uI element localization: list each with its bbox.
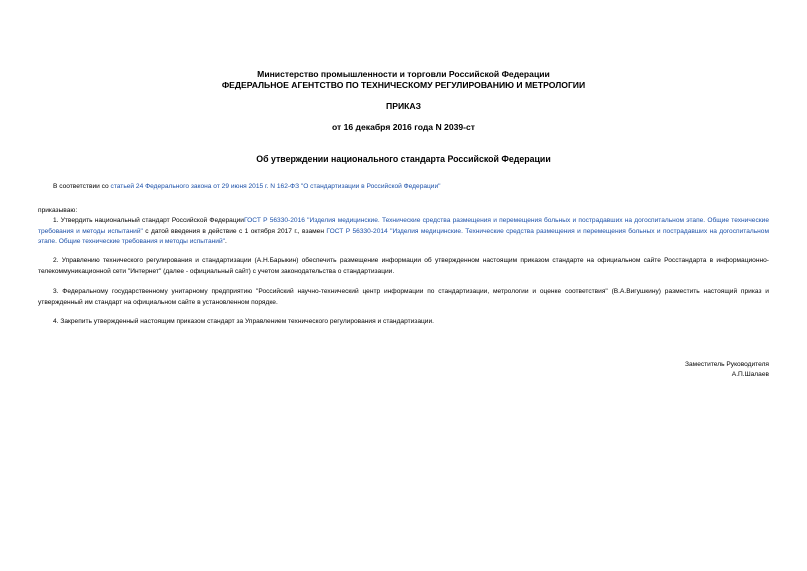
order-item-2: 2. Управлению технического регулирования и стандартизации (А.Н.Барыкин) обеспечить размещение информации об утвержденном настоящим приказом стандарте на официальном сайте Росстандарта в информационно-телекоммуникационной сети "Интернет" (далее - официальный сайт) с учетом законодательства о стандартизации.: [38, 257, 769, 275]
document-date-number: от 16 декабря 2016 года N 2039-ст: [331, 122, 476, 132]
order-item-1: [38, 216, 769, 248]
signatory-position: Заместитель Руководителя: [685, 361, 769, 368]
intro-prefix: В соответствии со: [53, 183, 111, 190]
signatory-name: А.П.Шалаев: [731, 371, 769, 378]
order-item-4: 4. Закрепить утвержденный настоящим приказом стандарт за Управлением технического регулирования и стандартизации.: [53, 318, 434, 325]
item1-suffix: .: [224, 238, 227, 246]
orders-word: приказываю:: [38, 207, 78, 214]
agency-title: ФЕДЕРАЛЬНОЕ АГЕНТСТВО ПО ТЕХНИЧЕСКОМУ РЕГУЛИРОВАНИЮ И МЕТРОЛОГИИ: [221, 80, 586, 90]
order-item-3: 3. Федеральному государственному унитарному предприятию "Российский научно-технический центр информации по стандартизации, метрологии и оценке соответствия" (В.А.Вигушкину) разместить настоящий приказ и утвержденный им стандарт на официальном сайте в установленном порядке.: [38, 288, 769, 306]
ministry-title: Министерство промышленности и торговли Российской Федерации: [257, 69, 550, 79]
intro-paragraph: [38, 182, 769, 193]
document-kind: ПРИКАЗ: [386, 101, 421, 111]
document-subject: Об утверждении национального стандарта Российской Федерации: [256, 154, 551, 164]
federal-law-link[interactable]: статьей 24 Федерального закона от 29 июня 2015 г. N 162-ФЗ "О стандартизации в Российской Федерации": [110, 183, 441, 190]
item1-prefix: 1. Утвердить национальный стандарт Российской Федерации: [53, 217, 244, 224]
item1-middle: с датой введения в действие с 1 октября 2017 г., взамен: [142, 227, 327, 235]
gost-2016-link[interactable]: ГОСТ Р 56330-2016 "Изделия медицинские. Технические средства размещения и перемещения больных и пострадавших на догоспитальном этапе. Общие технические требования и методы испытаний": [38, 217, 769, 235]
gost-2014-link[interactable]: ГОСТ Р 56330-2014 "Изделия медицинские. Технические средства размещения и перемещения больных и пострадавших на догоспитальном этапе. Общие технические требования и методы испытаний": [38, 227, 770, 246]
